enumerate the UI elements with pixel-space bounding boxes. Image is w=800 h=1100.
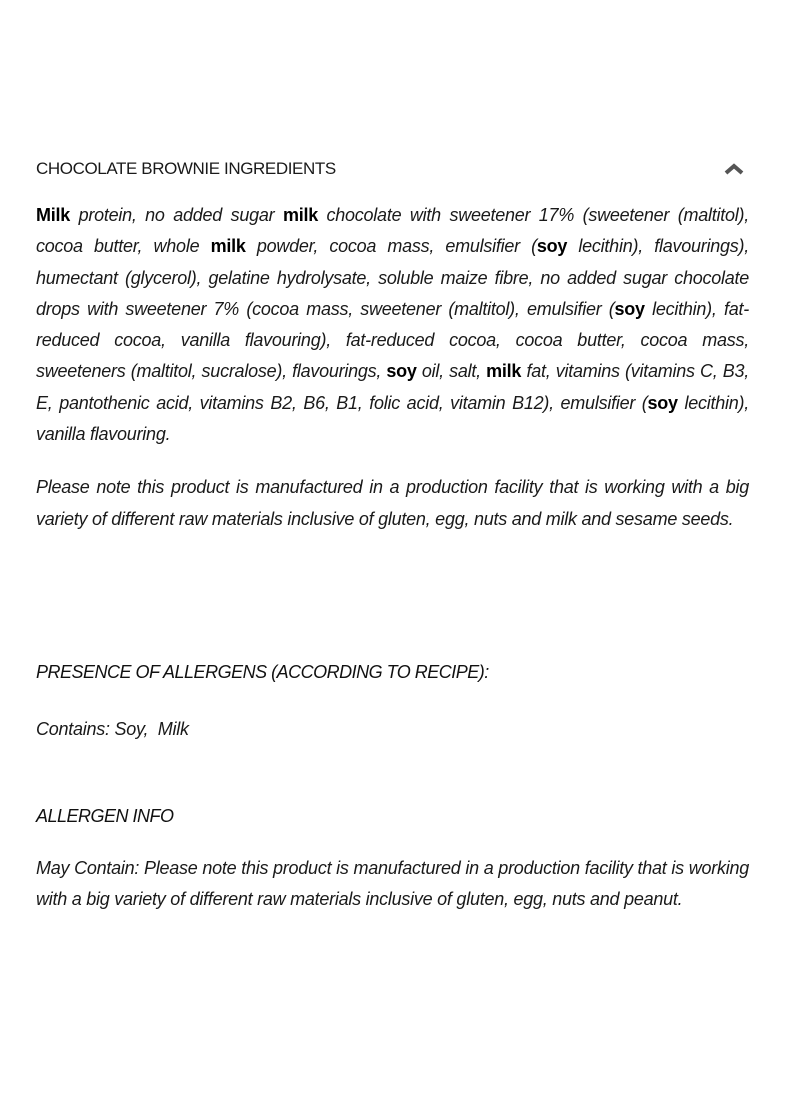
- presence-of-allergens-heading: PRESENCE OF ALLERGENS (ACCORDING TO RECIPE):: [36, 662, 489, 682]
- chevron-up-icon[interactable]: [722, 159, 746, 179]
- allergen-highlight: Milk: [36, 205, 71, 225]
- allergen-highlight: milk: [282, 205, 318, 225]
- ingredients-content: [36, 200, 749, 535]
- allergen-highlight: milk: [486, 361, 522, 382]
- ingredients-list: Milk protein, no added sugar milk chocolate with sweetener 17% (sweetener (maltitol), cocoa butter, whole milk powder, cocoa mass, emulsifier (soy lecithin), flavourings), humectant (glycerol), gelatine hydrolysate, soluble maize fibre, no added sugar chocolate drops with sweetener 7% (cocoa mass, sweetener (maltitol), emulsifier (soy lecithin), fat-reduced cocoa, vanilla flavouring), fat-reduced cocoa, cocoa butter, cocoa mass, sweeteners (maltitol, sucralose), flavourings, soy oil, salt, milk fat, vitamins (vitamins C, B3, E, pantothenic acid, vitamins B2, B6, B1, folic acid, vitamin B12), emulsifier (soy lecithin), vanilla flavouring.: [36, 205, 750, 445]
- contains-allergens: Contains: Soy, Milk: [36, 719, 189, 739]
- allergen-info-heading: ALLERGEN INFO: [36, 806, 174, 826]
- may-contain-text: May Contain: Please note this product is manufactured in a production facility that is working with a big variety of different raw materials inclusive of gluten, egg, nuts and peanut.: [36, 858, 749, 910]
- allergen-highlight: soy: [386, 361, 417, 382]
- section-title: CHOCOLATE BROWNIE INGREDIENTS: [36, 159, 336, 178]
- allergen-highlight: soy: [647, 392, 678, 413]
- facility-note: Please note this product is manufactured in a production facility that is working with a big variety of different raw materials inclusive of gluten, egg, nuts and milk and sesame seeds.: [36, 477, 749, 529]
- allergen-highlight: soy: [614, 298, 645, 319]
- allergen-highlight: soy: [536, 236, 568, 257]
- ingredients-accordion-header[interactable]: [36, 154, 746, 184]
- allergen-highlight: milk: [210, 236, 246, 257]
